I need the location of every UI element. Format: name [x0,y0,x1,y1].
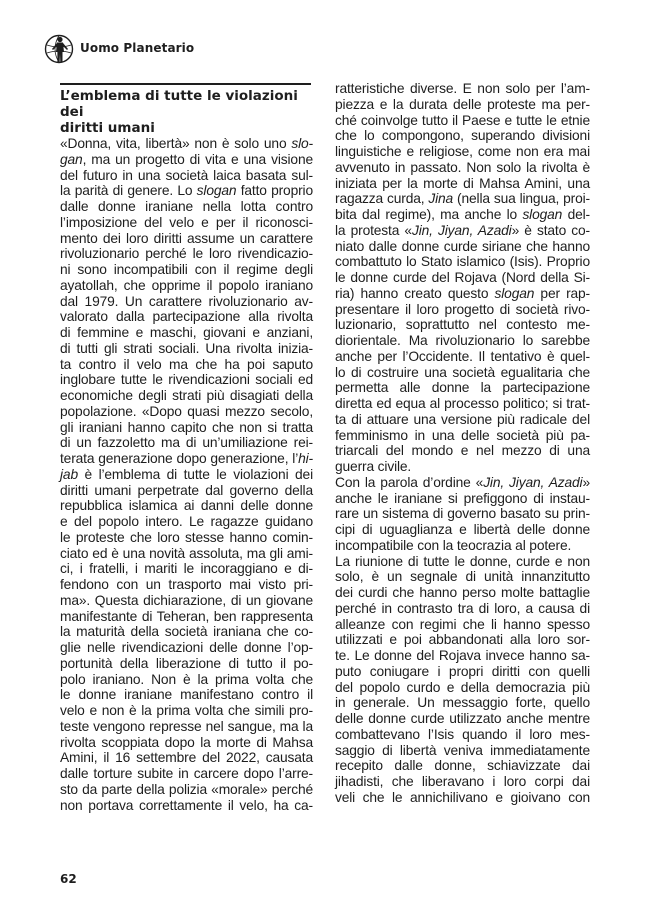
text-line [335,176,590,192]
text-segment: per rap- [534,285,591,301]
italic-text: slogan [494,285,535,301]
text-line [335,428,590,444]
text-line [335,695,590,711]
text-segment: che lo compongono, superando divisioni [335,128,590,144]
text-segment: iniziata per la morte di Mahsa Amini, una [335,175,590,191]
text-segment: fendono con un trasporto mai visto pri- [60,577,313,592]
text-line [335,160,590,176]
text-segment: » è stato co- [511,222,590,238]
text-segment: bita dal regime), ma anche lo [335,207,523,222]
right-text-column [335,81,590,806]
text-segment: le donne iraniane manifestano contro il [60,687,313,703]
text-segment: ci, i fratelli, i mariti le incoraggiano e di- [60,561,313,577]
text-line [60,546,313,562]
text-segment: rivolta scoppiata dopo la morte di Mahsa [60,734,313,750]
text-line [335,758,590,774]
text-segment: niato dalle donne curde siriane che hanno [335,238,590,254]
text-segment: polo iraniano. Non è la prima volta che [60,671,313,687]
text-line [335,617,590,633]
text-line [60,514,313,530]
text-line [60,703,313,719]
text-segment: luzionario, soprattutto nel contesto me- [335,317,590,333]
text-segment: dalle torture subite in carcere dopo l’arre- [60,766,313,781]
text-segment: alleanze con regimi che li hanno spesso [335,616,590,632]
text-line [335,113,590,129]
text-line [60,325,313,341]
text-line [335,365,590,381]
text-line [60,719,313,735]
text-line [60,262,313,278]
article-headline [60,88,315,136]
text-line [60,735,313,751]
text-segment: combattevano l’Isis quando il loro mes- [335,726,590,742]
text-segment: ria) hanno creato questo [335,285,495,301]
text-segment: ragazza curda, [335,191,429,207]
text-line [60,577,313,593]
text-line [335,254,590,270]
globe-man-icon [44,34,74,64]
text-line [335,632,590,648]
text-line [335,538,590,554]
text-line [335,333,590,349]
text-segment: ché coinvolge tutto il Paese e tutte le etnie [335,112,590,128]
text-line [335,443,590,459]
text-segment: sto da parte della polizia «morale» perché [60,781,313,797]
text-line [60,168,313,184]
text-line [60,357,313,373]
text-segment: economiche degli strati più disagiati della [60,388,313,403]
text-segment: «Donna, vita, libertà» non è solo uno [60,136,292,151]
magazine-name: Uomo Planetario [80,41,195,55]
text-segment: la parità di genere. Lo [60,183,197,199]
text-line [60,420,313,436]
text-segment: ratteristiche diverse. E non solo per l’am- [335,81,590,96]
text-line [335,223,590,239]
text-segment: popolazione. «Dopo quasi mezzo secolo, [60,403,313,419]
headline-line: L’emblema di tutte le violazioni dei [60,88,298,120]
text-line [335,727,590,743]
text-segment: ta di attuare una versione più radicale del [335,411,590,427]
text-line [335,743,590,759]
page-header [44,34,304,66]
text-segment: puto coniugare i propri diritti con quelli [335,663,590,679]
text-segment: rare un sistema di governo basato su prin- [335,506,590,522]
text-segment: non portava correttamente il velo, ha ca- [60,797,313,813]
text-line [60,246,313,262]
text-line [335,396,590,412]
text-segment: presentare il loro progetto di società rivo- [335,301,590,317]
text-line [60,798,313,814]
text-segment: in generale. Un messaggio forte, quello [335,695,590,711]
text-line [60,388,313,404]
text-line [60,152,313,168]
text-line [60,309,313,325]
text-segment: combattuto lo Stato islamico (Isis). Proprio [335,254,590,270]
text-segment: lo di costruire una società egualitaria che [335,364,590,380]
text-line [60,624,313,640]
text-segment: di un fazzoletto ma di un’umiliazione rei- [60,435,313,451]
text-segment: saggio di libertà veniva immediatamente [335,742,590,758]
text-segment: incompatibile con la teocrazia al potere. [335,537,572,553]
text-segment: triarcali del mondo e nel mezzo di una [335,443,590,459]
text-segment: teste vengono represse nel sangue, ma la [60,718,313,734]
text-segment: ma». Questa dichiarazione, di un giovane [60,592,313,608]
text-line [335,191,590,207]
italic-text: slogan [522,207,563,222]
text-line [335,349,590,365]
text-segment: anche le iraniane si prefiggono di instau- [335,490,590,506]
text-line [60,672,313,688]
text-segment: del- [562,207,590,222]
text-line [60,609,313,625]
text-segment: ta contro il velo ma che ha poi saputo [60,356,313,372]
text-line [60,199,313,215]
text-segment: La riunione di tutte le donne, curde e non [335,553,590,569]
text-segment: diritti umani perpetrate dal governo della [60,482,313,498]
text-segment: femminismo in una delle società più pa- [335,427,590,443]
text-segment: fatto proprio [236,183,313,199]
italic-text: Jina [428,191,454,207]
text-line [335,569,590,585]
italic-text: Jin, Jiyan, Azadi [483,474,583,490]
text-segment: ayatollah, che opprime il popolo iraniano [60,277,313,293]
text-segment: l’imposizione del velo e per il riconosci- [60,214,313,230]
text-segment: guerra civile. [335,459,412,474]
text-line [60,750,313,766]
text-segment: mento dei loro diritti assume un carattere [60,230,313,246]
text-line [60,294,313,310]
text-segment: jihadisti, che liberavano i loro corpi dai [335,774,590,789]
text-segment: utilizzati e poi abbandonati alla loro sor- [335,632,590,648]
text-line [60,656,313,672]
text-line [335,522,590,538]
text-segment: delle donne curde utilizzato anche mentre [335,711,590,726]
text-segment: solo, è un segnale di unità innanzitutto [335,569,590,585]
text-segment: te. Le donne del Rojava invece hanno sa- [335,648,590,663]
text-line [335,554,590,570]
text-segment: del futuro in una società laica basata sul- [60,167,313,183]
text-segment: del popolo curdo e della democrazia più [335,679,590,695]
text-segment: la protesta « [335,222,412,238]
text-line [60,136,313,152]
text-line [335,302,590,318]
text-segment: è l’emblema di tutte le violazioni dei [77,466,313,482]
text-line [60,593,313,609]
text-line [335,317,590,333]
text-segment: recepito dalle donne, schiavizzate dai [335,758,590,774]
text-line [335,648,590,664]
text-segment: linguistiche e religiose, come non era mai [335,144,590,159]
text-segment: (nella sua lingua, proi- [453,191,590,207]
text-line [60,766,313,782]
text-line [335,97,590,113]
page-number: 62 [60,872,77,886]
text-segment: rivoluzionario perché le loro rivendicazio- [60,246,313,262]
text-line [60,372,313,388]
text-line [60,278,313,294]
text-line [335,412,590,428]
text-segment: velo e non è la prima volta che simili pro- [60,703,313,718]
text-segment: Con la parola d’ordine « [335,474,484,490]
text-line [60,498,313,514]
text-segment: cipi di uguaglianza e libertà delle donne [335,522,590,537]
text-segment: piezza e la durata delle proteste ma per- [335,96,590,112]
text-line [60,687,313,703]
text-segment: ni sono incompatibili con il regime degli [60,262,313,277]
text-segment: avvenuto in passato. Non solo la rivolta è [335,159,590,175]
italic-text: slogan [196,183,237,199]
text-segment: gli iraniani hanno capito che non si tratta [60,419,313,435]
text-segment: la maturità della società iraniana che co- [60,624,313,640]
text-segment: ciato ed è una novità assoluta, ma gli ami- [60,545,313,561]
text-line [60,404,313,420]
text-segment: terata generazione dopo generazione, l’ [60,451,299,466]
text-line [60,215,313,231]
text-segment: portunità della liberazione di tutto il po- [60,655,313,671]
italic-text: slo- [291,136,313,151]
italic-text: jab [60,466,78,482]
text-segment: veli che le annichilivano e gioivano con [335,789,590,805]
text-line [335,270,590,286]
text-segment: » [582,474,590,490]
text-line [60,183,313,199]
text-line [335,491,590,507]
text-segment: diretta ed equa al processo politico; si trat- [335,396,590,411]
text-line [335,585,590,601]
text-line [335,380,590,396]
text-segment: Amini, il 16 settembre del 2022, causata [60,750,313,766]
italic-text: Jin, Jiyan, Azadi [411,222,512,238]
text-segment: valorato dalla partecipazione alla rivolta [60,309,313,325]
text-segment: inglobare tutte le rivendicazioni sociali ed [60,372,313,388]
text-segment: dal 1979. Un carattere rivoluzionario av- [60,293,313,309]
text-line [60,782,313,798]
text-segment: , ma un progetto di vita e una visione [82,151,313,167]
text-line [335,601,590,617]
text-line [335,286,590,302]
text-line [60,483,313,499]
text-line [335,459,590,475]
text-line [335,711,590,727]
text-segment: dalle donne iraniane nella lotta contro [60,199,313,214]
text-segment: glie nelle rivendicazioni delle donne l’op- [60,640,313,655]
text-line [60,640,313,656]
text-line [335,475,590,491]
text-segment: anche per l’Occidente. Il tentativo è quel- [335,348,590,364]
text-line [335,790,590,806]
left-text-column [60,136,313,813]
italic-text: gan [60,151,83,167]
text-segment: di femmine e maschi, giovani e anziani, [60,325,313,340]
text-line [335,207,590,223]
text-line [60,561,313,577]
text-line [60,451,313,467]
headline-line: diritti umani [60,120,155,136]
italic-text: hi- [298,451,313,466]
text-line [335,680,590,696]
text-line [60,341,313,357]
text-line [60,435,313,451]
text-line [335,239,590,255]
text-line [60,467,313,483]
text-line [335,144,590,160]
text-segment: di tutti gli strati sociali. Una rivolta inizia- [60,340,313,356]
text-segment: repubblica islamica ai danni delle donne [60,498,313,514]
text-segment: manifestante di Teheran, ben rappresenta [60,608,313,624]
text-segment: perché in contrasto tra di loro, a causa di [335,600,590,616]
text-line [335,81,590,97]
text-line [60,231,313,247]
text-segment: dei curdi che hanno perso molte battaglie [335,585,590,600]
text-segment: le donne curde del Rojava (Nord della Si- [335,270,590,285]
text-segment: permetta alle donne la partecipazione [335,380,590,396]
text-line [60,530,313,546]
text-line [335,664,590,680]
headline-rule [60,83,311,85]
text-segment: diorientale. Ma rivoluzionario lo sarebbe [335,333,590,348]
text-segment: e del popolo intero. Le ragazze guidano [60,514,313,529]
text-line [335,774,590,790]
text-line [335,128,590,144]
text-segment: le proteste che loro stesse hanno comin- [60,529,313,545]
text-line [335,506,590,522]
